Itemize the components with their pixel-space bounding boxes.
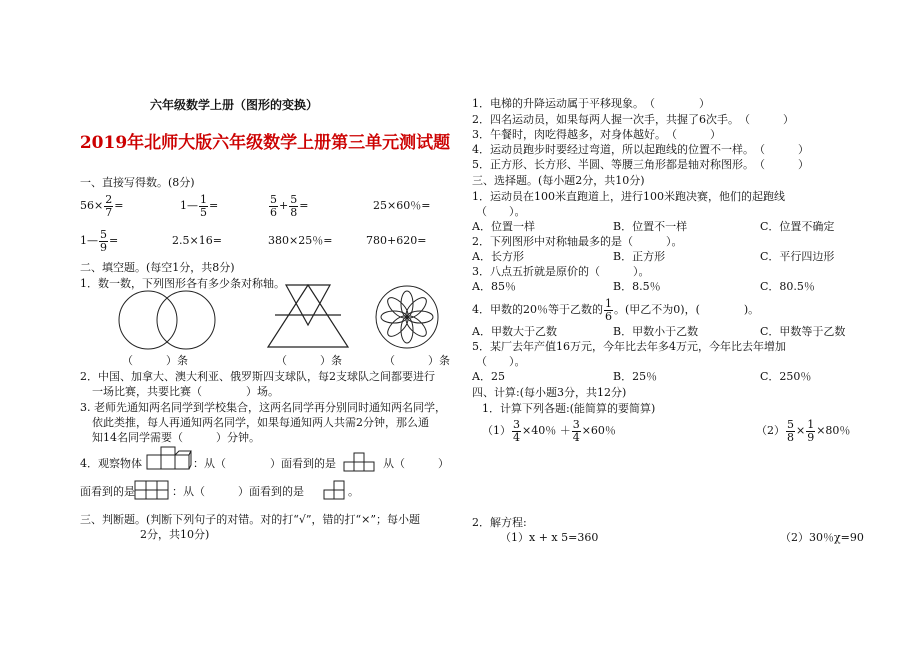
fraction: $\frac{1}{6}$ (605, 296, 612, 323)
section-heading: 三、选择题。(每小题2分，共10分) (472, 174, 645, 187)
option-b: B．25％ (613, 370, 658, 383)
math-item: （1）x + x 5=360 (500, 531, 599, 544)
fraction: $\frac{5}{6}$ (270, 192, 277, 219)
fraction: $\frac{1}{9}$ (807, 417, 815, 444)
question-text: 从（ ） (383, 457, 449, 470)
option-a: A．长方形 (472, 250, 524, 263)
option-c: C．平行四边形 (760, 250, 835, 263)
view-shape-figure (343, 452, 375, 472)
section-heading: 三、判断题。(判断下列句子的对错。对的打“√”，错的打“×”；每小题 (80, 513, 421, 526)
question-text: 4．运动员跑步时要经过弯道，所以起跑线的位置不一样。 （ ） (472, 143, 809, 156)
option-b: B．8.5％ (613, 280, 661, 293)
fraction: $\frac{3}{4}$ (513, 417, 520, 444)
question-text: 2．解方程: (472, 516, 527, 529)
question-text: 3．午餐时，肉吃得越多，对身体越好。 （ ） (472, 128, 721, 141)
question-text: （ ）。 (476, 205, 526, 218)
view-shape-figure (323, 480, 345, 500)
answer-blank[interactable]: （ ）条 (384, 354, 450, 367)
option-a: A．位置一样 (472, 220, 535, 233)
math-item: 780+620= (366, 234, 427, 247)
answer-blank[interactable]: （ ）条 (276, 354, 342, 367)
question-text: 4．甲数的20％等于乙数的 $\frac{1}{6}$ 。(甲乙不为0)，( )。 (472, 296, 760, 323)
option-a: A．85％ (472, 280, 516, 293)
fraction: $\frac{5}{8}$ (787, 417, 794, 444)
section-heading: 二、填空题。(每空1分，共8分) (80, 261, 235, 274)
option-b: B．正方形 (613, 250, 666, 263)
flower-circle-figure (374, 284, 440, 350)
fraction: $\frac{5}{8}$ (290, 192, 298, 219)
option-a: A．甲数大于乙数 (472, 325, 557, 338)
star-of-david-figure (266, 283, 350, 349)
option-b: B．甲数小于乙数 (613, 325, 699, 338)
fraction: $\frac{3}{4}$ (572, 417, 580, 444)
math-item: 56× $\frac{2}{7}$ = (80, 192, 124, 219)
math-item: 2.5×16= (172, 234, 222, 247)
question-text: 5．正方形、长方形、半圆、等腰三角形都是轴对称图形。 （ ） (472, 158, 809, 171)
option-c: C．80.5％ (760, 280, 815, 293)
fraction: $\frac{1}{5}$ (200, 192, 207, 219)
math-item: 1— $\frac{5}{9}$ = (80, 227, 119, 254)
question-text: 一场比赛，共要比赛（ ）场。 (92, 385, 279, 398)
cube-stack-figure (146, 446, 192, 470)
question-text: 4．观察物体 (80, 457, 142, 470)
option-c: C．位置不确定 (760, 220, 835, 233)
option-c: C．250％ (760, 370, 812, 383)
answer-blank[interactable]: （ ）条 (122, 354, 188, 367)
fraction: $\frac{2}{7}$ (105, 192, 113, 219)
option-a: A．25 (472, 370, 505, 383)
document-subtitle: 六年级数学上册（图形的变换） (150, 98, 319, 112)
section-heading: 四、计算:(每小题3分，共12分) (472, 386, 627, 399)
document-title: 2019年北师大版六年级数学上册第三单元测试题 (79, 133, 451, 153)
question-text: 。 (348, 485, 359, 498)
option-b: B．位置不一样 (613, 220, 688, 233)
question-text: 2．中国、加拿大、澳大利亚、俄罗斯四支球队，每2支球队之间都要进行 (80, 370, 435, 383)
section-heading: 一、直接写得数。(8分) (80, 176, 195, 189)
question-text: 1．数一数，下列图形各有多少条对称轴。 (80, 277, 285, 290)
intersecting-circles-figure (118, 290, 218, 350)
math-item: 380×25％= (268, 234, 333, 247)
question-text: 2．四名运动员，如果每两人握一次手，共握了6次手。 （ ） (472, 113, 794, 126)
math-item: 1— $\frac{1}{5}$ = (180, 192, 219, 219)
question-text: 3．八点五折就是原价的（ ）。 (472, 265, 650, 278)
view-shape-figure (134, 480, 170, 500)
question-text: 1．运动员在100米直跑道上，进行100米跑决赛，他们的起跑线 (472, 190, 785, 203)
question-text: 2．下列图形中对称轴最多的是（ ）。 (472, 235, 683, 248)
option-c: C．甲数等于乙数 (760, 325, 846, 338)
fraction: $\frac{5}{9}$ (100, 227, 107, 254)
question-text: ：从（ ）面看到的是 (172, 485, 304, 498)
math-item: （1） $\frac{3}{4}$ ×40％ ＋ $\frac{3}{4}$ ×60％ (482, 417, 616, 444)
math-item: $\frac{5}{6}$ + $\frac{5}{8}$ = (270, 192, 309, 219)
question-text: 1．电梯的升降运动属于平移现象。 （ ） (472, 97, 710, 110)
question-text: 依此类推，每人再通知两名同学，如果每通知两人共需2分钟，那么通 (92, 416, 429, 429)
question-text: 1．计算下列各题:(能简算的要简算) (482, 402, 656, 415)
question-text: 知14名同学需要（ ）分钟。 (92, 431, 260, 444)
question-text: 3. 老师先通知两名同学到学校集合，这两名同学再分别同时通知两名同学， (80, 401, 446, 414)
question-text: 5．某厂去年产值16万元，今年比去年多4万元，今年比去年增加 (472, 340, 786, 353)
math-item: 25×60％= (373, 199, 431, 212)
section-heading: 2分，共10分) (140, 528, 210, 541)
math-item: （2） $\frac{5}{8}$ × $\frac{1}{9}$ ×80％ (756, 417, 851, 444)
math-item: （2）30％χ=90 (780, 531, 864, 544)
question-text: ：从（ ）面看到的是 (193, 457, 336, 470)
question-text: （ ）。 (476, 355, 526, 368)
question-text: 面看到的是 (80, 485, 135, 498)
